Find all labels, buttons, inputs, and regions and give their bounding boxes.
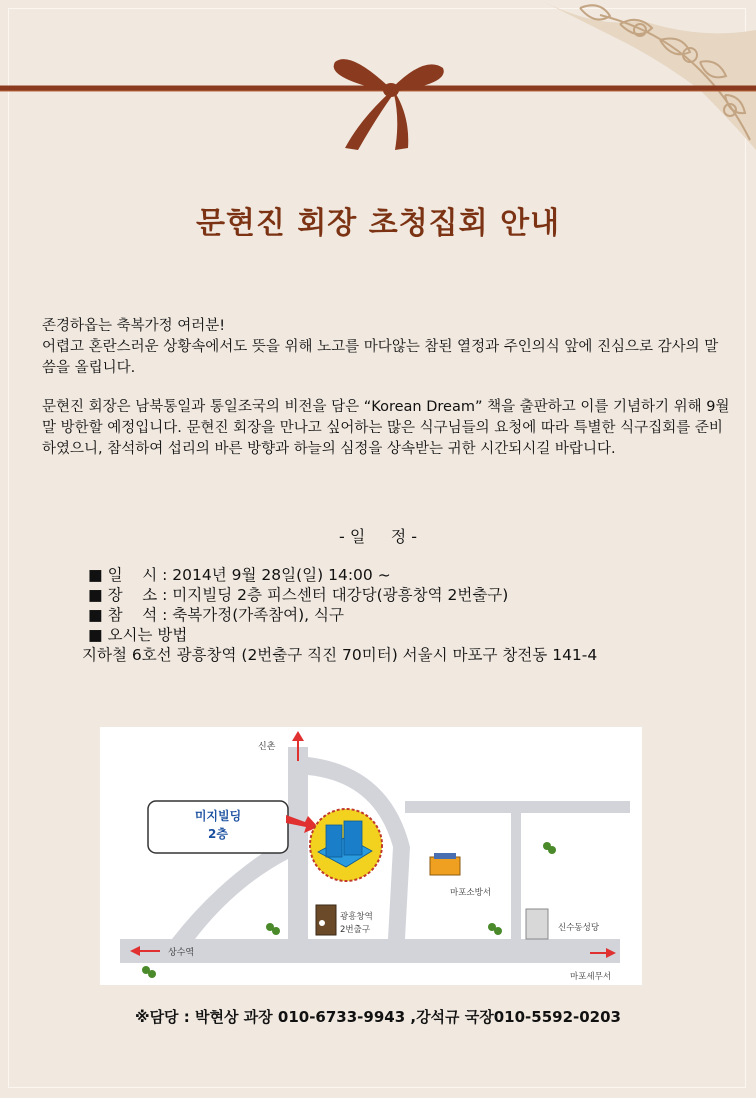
- map-label-station-1: 광흥창역: [340, 912, 373, 922]
- map-label-mapo-tax: 마포세무서: [570, 972, 612, 982]
- greeting-paragraph: [42, 316, 732, 379]
- event-details: [82, 565, 598, 665]
- map-label-sangsu: 상수역: [168, 948, 195, 958]
- map-label-station-2: 2번출구: [340, 925, 371, 935]
- paragraph-2: 문현진 회장은 남북통일과 통일조국의 비전을 담은 “Korean Dream” 책을 출판하고 이를 기념하기 위해 9월 말 방한할 예정입니다. 문현진 회장을 만나고 싶어하는 많은 식구님들의 요청에 따라 특별한 식구집회를 준비하였으니, 참석하여 섭리의 바른 방향과 하늘의 심정을 상속받는 귀한 시간되시길 바랍니다.: [42, 399, 730, 457]
- map-building-floor: 2층: [208, 827, 228, 841]
- detail-place: ■ 장 소 : 미지빌딩 2층 피스센터 대강당(광흥창역 2번출구): [88, 586, 509, 604]
- detail-attendees: ■ 참 석 : 축복가정(가족참여), 식구: [88, 606, 344, 624]
- detail-directions-heading: ■ 오시는 방법: [88, 626, 188, 644]
- greeting: 존경하옵는 축복가정 여러분!: [42, 318, 226, 334]
- paragraph-1: 어렵고 혼란스러운 상황속에서도 뜻을 위해 노고를 마다않는 참된 열정과 주인의식 앞에 진심으로 감사의 말씀을 올립니다.: [42, 339, 719, 376]
- contact-info: ※담당 : 박현상 과장 010-6733-9943 ,강석규 국장010-5592-0203: [134, 1008, 621, 1026]
- location-map: [100, 727, 642, 985]
- map-building-name: 미지빌딩: [194, 809, 242, 823]
- map-label-sinchon: 신촌: [258, 742, 276, 752]
- map-label-sinsu: 신수동성당: [558, 923, 600, 933]
- ribbon-decoration: [0, 0, 756, 160]
- map-label-mapo-fire: 마포소방서: [450, 888, 492, 898]
- page-title: 문현진 회장 초청집회 안내: [195, 206, 561, 241]
- detail-date: ■ 일 시 : 2014년 9월 28일(일) 14:00 ~: [88, 566, 391, 584]
- detail-directions: 지하철 6호선 광흥창역 (2번출구 직진 70미터) 서울시 마포구 창전동 141-4: [82, 646, 598, 664]
- schedule-heading: - 일 정 -: [338, 527, 418, 546]
